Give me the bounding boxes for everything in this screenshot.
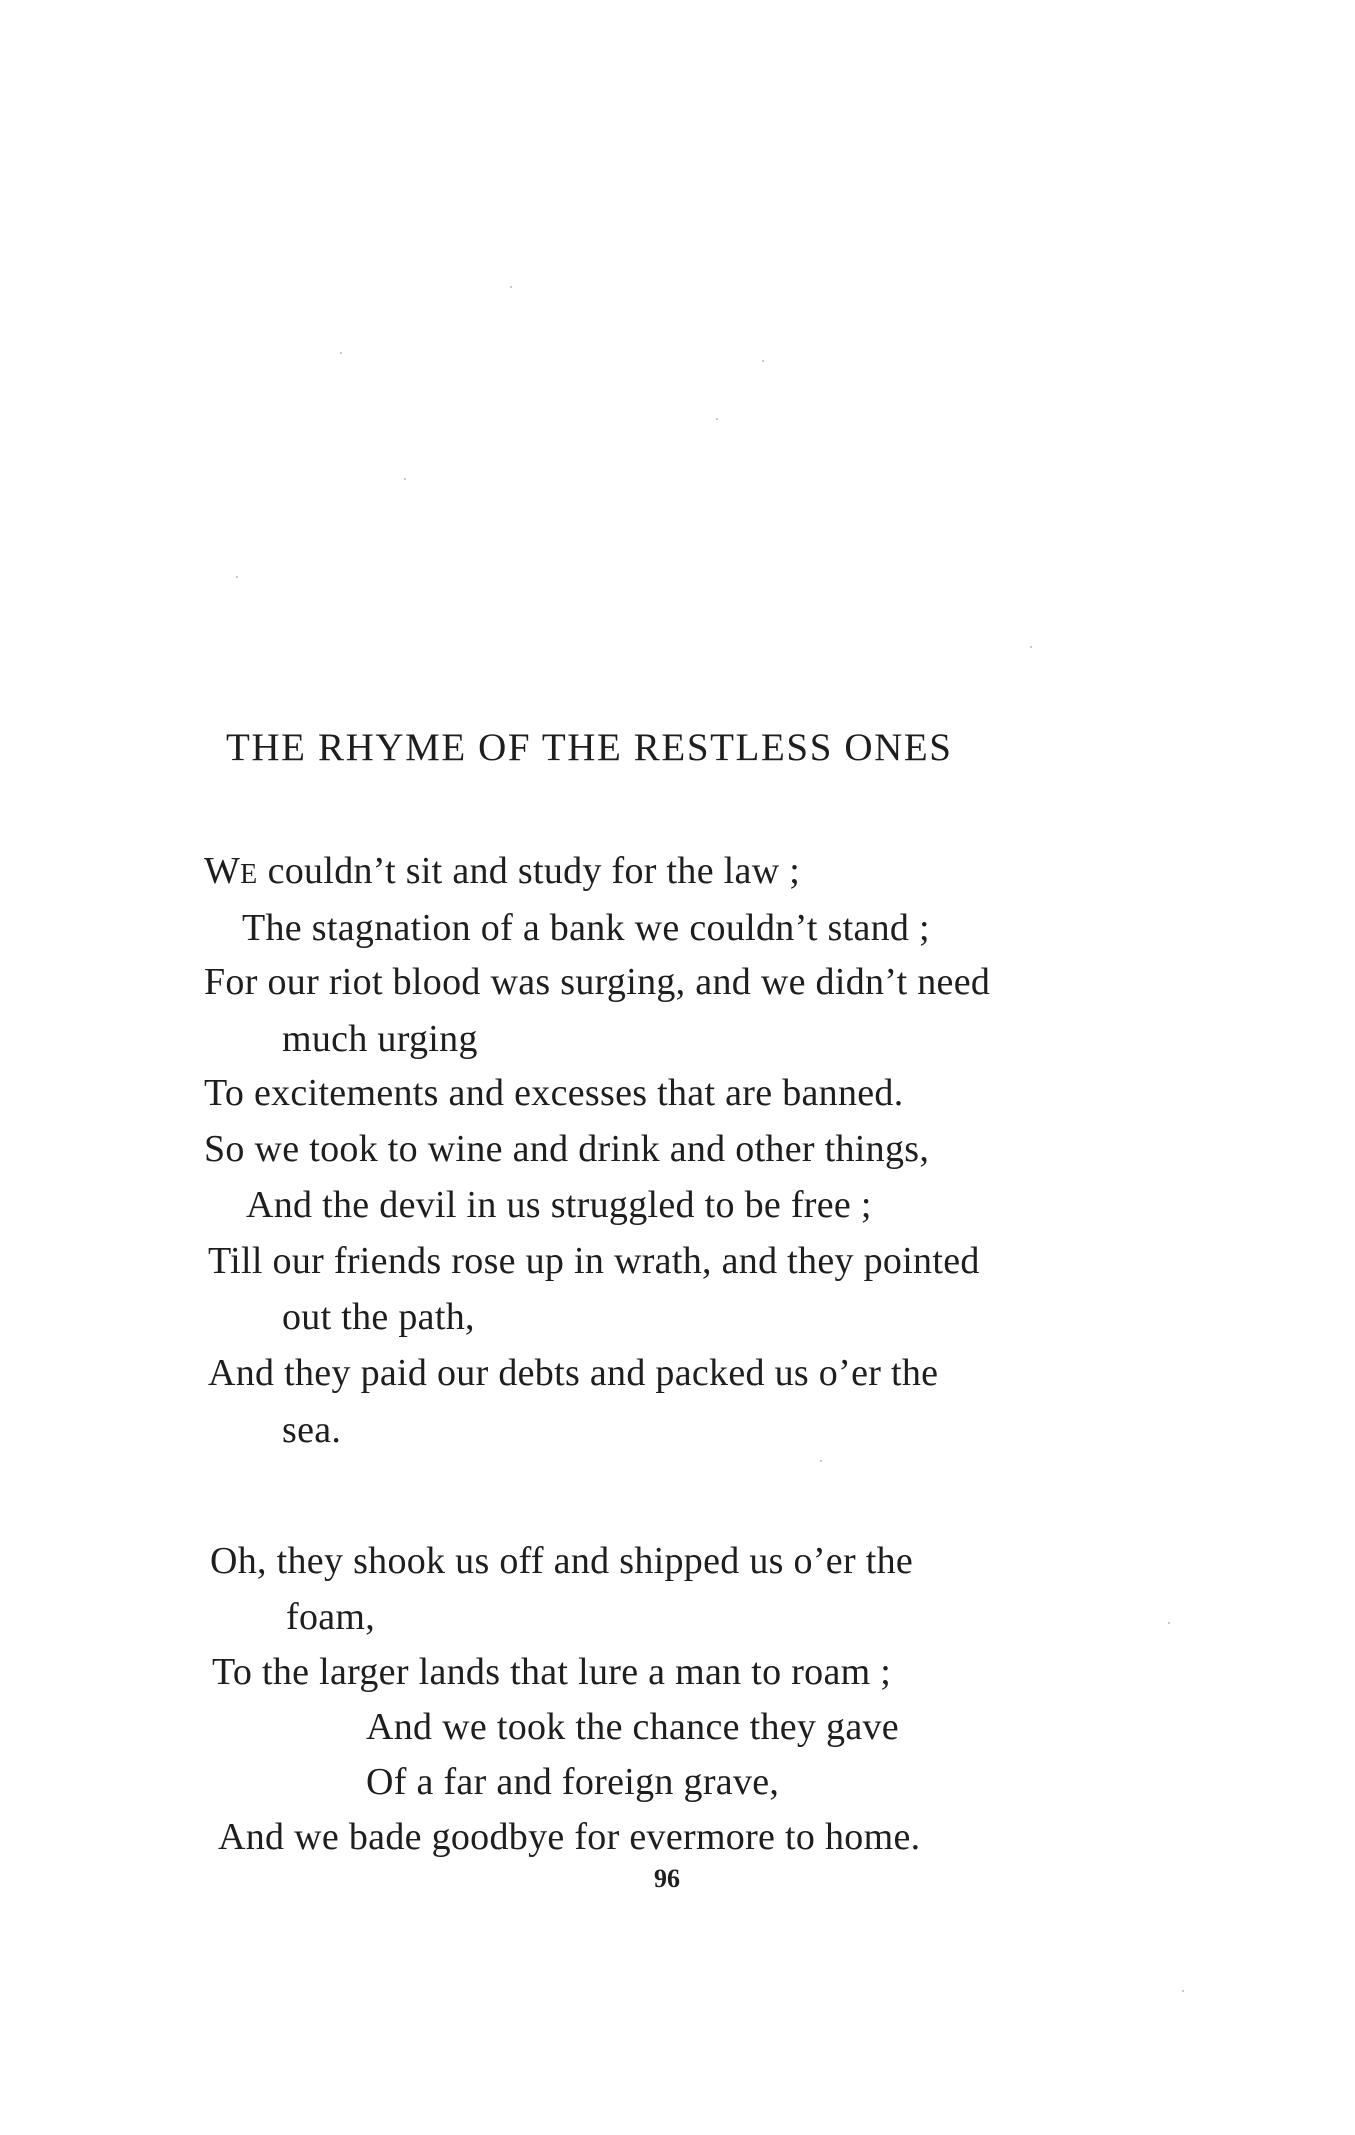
scan-speck — [510, 286, 512, 288]
stanza-1-line-2: The stagnation of a bank we couldn’t stand ; — [242, 907, 930, 949]
stanza-1-line-8: And they paid our debts and packed us o’er the — [208, 1352, 939, 1394]
scan-speck — [1030, 646, 1032, 648]
stanza-1-line-8-continued: sea. — [282, 1409, 342, 1451]
scan-speck — [820, 1460, 822, 1462]
stanza-2-line-1: Oh, they shook us off and shipped us o’er the — [210, 1540, 914, 1582]
stanza-2-line-5: And we bade goodbye for evermore to home. — [218, 1816, 921, 1858]
drop-word-small-caps: E — [240, 859, 258, 890]
page-number: 96 — [654, 1864, 680, 1893]
stanza-1-line-7-continued: out the path, — [282, 1296, 475, 1338]
scan-speck — [716, 418, 718, 420]
stanza-1-line-3: For our riot blood was surging, and we didn’t need — [204, 961, 991, 1003]
stanza-1-line-4: To excitements and excesses that are banned. — [204, 1072, 904, 1114]
scan-speck — [1182, 1990, 1184, 1992]
stanza-2-line-1-continued: foam, — [286, 1596, 376, 1638]
stanza-2-line-3: And we took the chance they gave — [366, 1706, 899, 1748]
stanza-2-line-2: To the larger lands that lure a man to roam ; — [212, 1651, 892, 1693]
stanza-1-line-3-continued: much urging — [282, 1018, 478, 1060]
stanza-1-line-7: Till our friends rose up in wrath, and they pointed — [208, 1240, 980, 1282]
drop-word-first-letter: W — [204, 850, 241, 892]
stanza-1-line-5: So we took to wine and drink and other things, — [204, 1128, 930, 1170]
stanza-1-line-1 — [204, 852, 800, 890]
scan-speck — [404, 478, 406, 480]
stanza-2-line-4: Of a far and foreign grave, — [366, 1761, 780, 1803]
scan-speck — [762, 360, 764, 362]
poem-title: THE RHYME OF THE RESTLESS ONES — [226, 726, 953, 769]
stanza-1-line-6: And the devil in us struggled to be free ; — [246, 1184, 872, 1226]
line-text: couldn’t sit and study for the law ; — [257, 850, 801, 892]
scan-speck — [340, 352, 342, 354]
scan-speck — [236, 576, 238, 578]
scan-speck — [1168, 1622, 1170, 1624]
